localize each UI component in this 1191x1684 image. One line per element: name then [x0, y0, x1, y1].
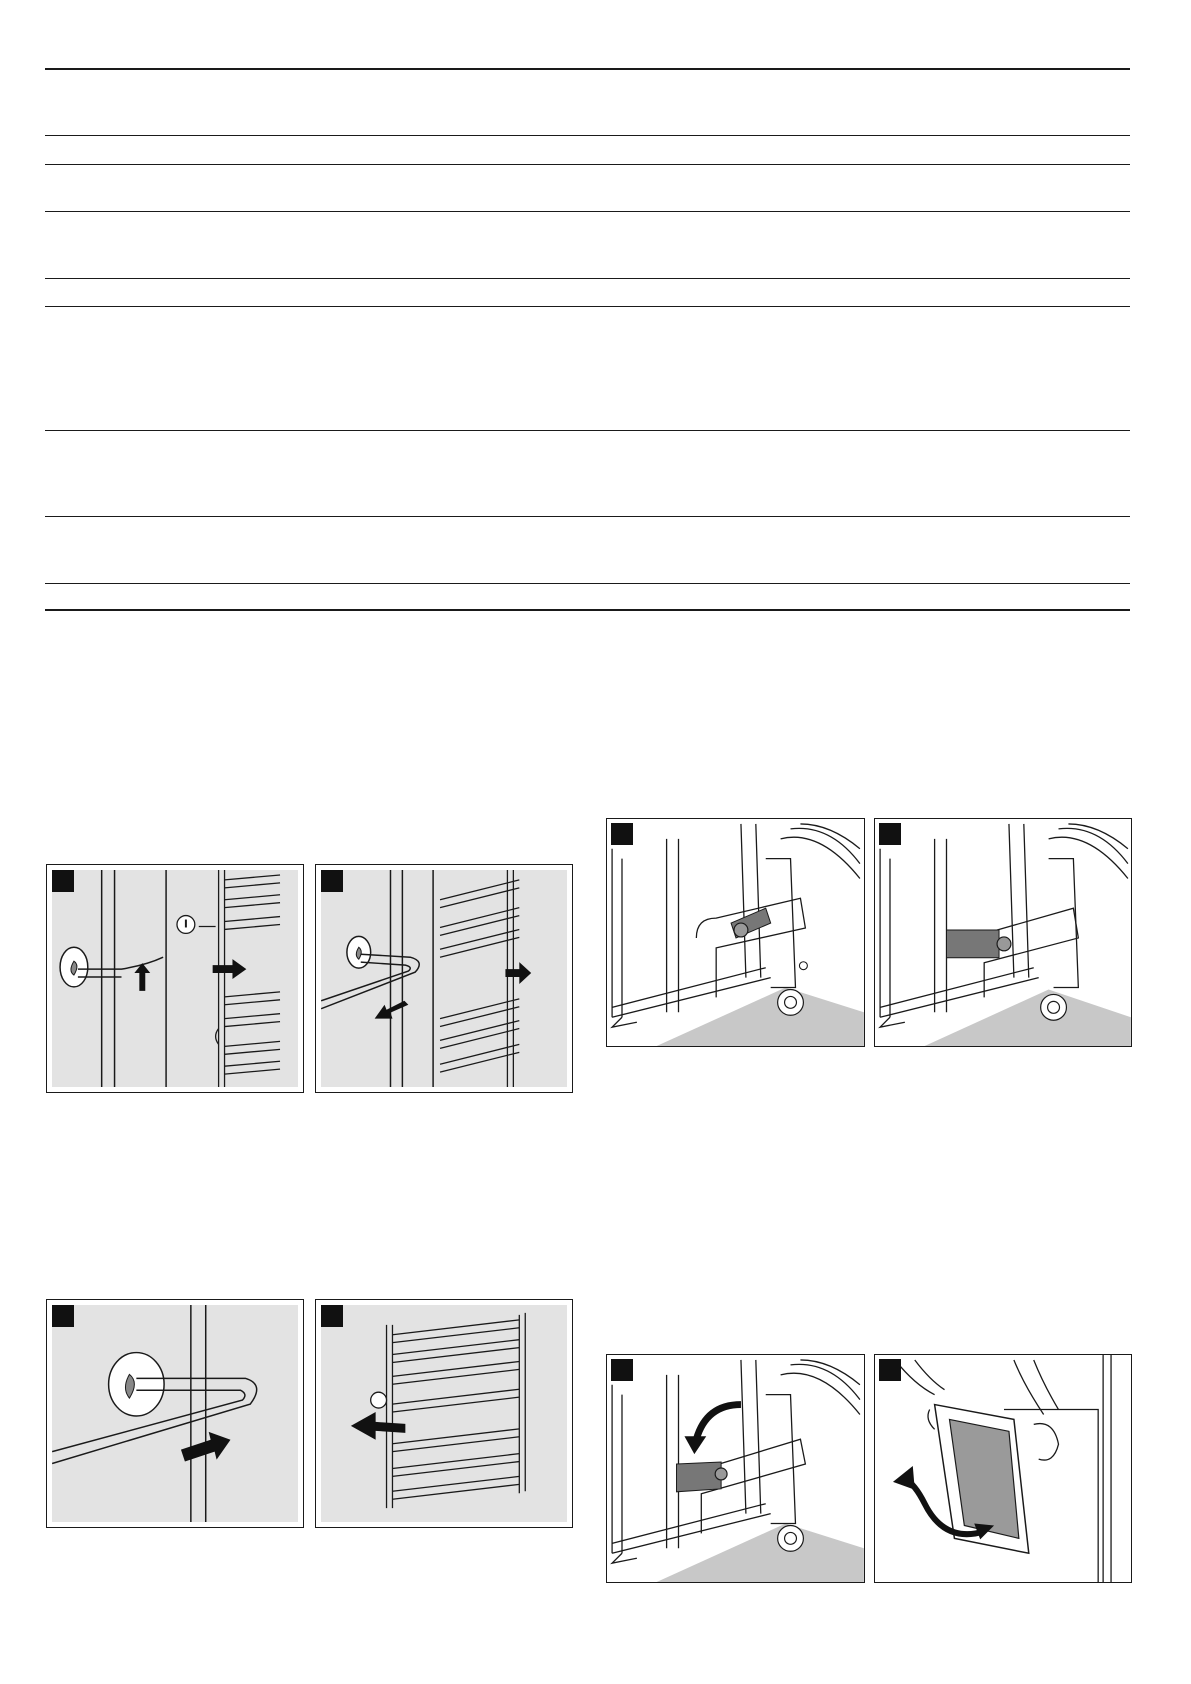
- step-badge: [52, 870, 74, 892]
- right-arrow-icon: [505, 962, 531, 984]
- step-badge: [611, 1359, 633, 1381]
- step-badge: [879, 823, 901, 845]
- figure-door-lift-out: [874, 1354, 1132, 1583]
- figure-rack-slide-in: [315, 1299, 573, 1528]
- step-badge: [52, 1305, 74, 1327]
- table-row-rule: [45, 306, 1130, 307]
- figure-hinge-lever-fold: [606, 1354, 865, 1583]
- down-left-arrow-icon: [375, 1001, 409, 1019]
- rack-slide-in-illustration: [321, 1305, 567, 1522]
- table-row-rule: [45, 164, 1130, 165]
- table-row-rule: [45, 135, 1130, 136]
- hinge-lever-open-illustration: [875, 819, 1131, 1046]
- rack-hook-pull-illustration: [321, 870, 567, 1087]
- step-badge: [611, 823, 633, 845]
- hinge-lever-fold-illustration: [607, 1355, 864, 1582]
- table-row-rule: [45, 583, 1130, 584]
- table-row-rule: [45, 278, 1130, 279]
- figure-rack-hook-pull: [315, 864, 573, 1093]
- curved-arrow-icon: [684, 1405, 741, 1455]
- up-arrow-icon: [134, 963, 150, 991]
- rack-hook-lift-illustration: [52, 870, 298, 1087]
- hinge-lever-closed-illustration: [607, 819, 864, 1046]
- step-badge: [879, 1359, 901, 1381]
- table-row-rule: [45, 211, 1130, 212]
- figure-hinge-lever-open: [874, 818, 1132, 1047]
- table-row-rule: [45, 430, 1130, 431]
- table-top-rule: [45, 68, 1130, 70]
- figure-rack-hook-insert: [46, 1299, 304, 1528]
- figure-rack-hook-lift: [46, 864, 304, 1093]
- step-badge: [321, 1305, 343, 1327]
- table-row-rule: [45, 516, 1130, 517]
- door-lift-out-illustration: [875, 1355, 1131, 1582]
- table-bottom-rule: [45, 609, 1130, 611]
- right-arrow-icon: [213, 959, 247, 979]
- step-badge: [321, 870, 343, 892]
- left-arrow-icon: [351, 1412, 405, 1440]
- figure-hinge-lever-closed: [606, 818, 865, 1047]
- rack-hook-insert-illustration: [52, 1305, 298, 1522]
